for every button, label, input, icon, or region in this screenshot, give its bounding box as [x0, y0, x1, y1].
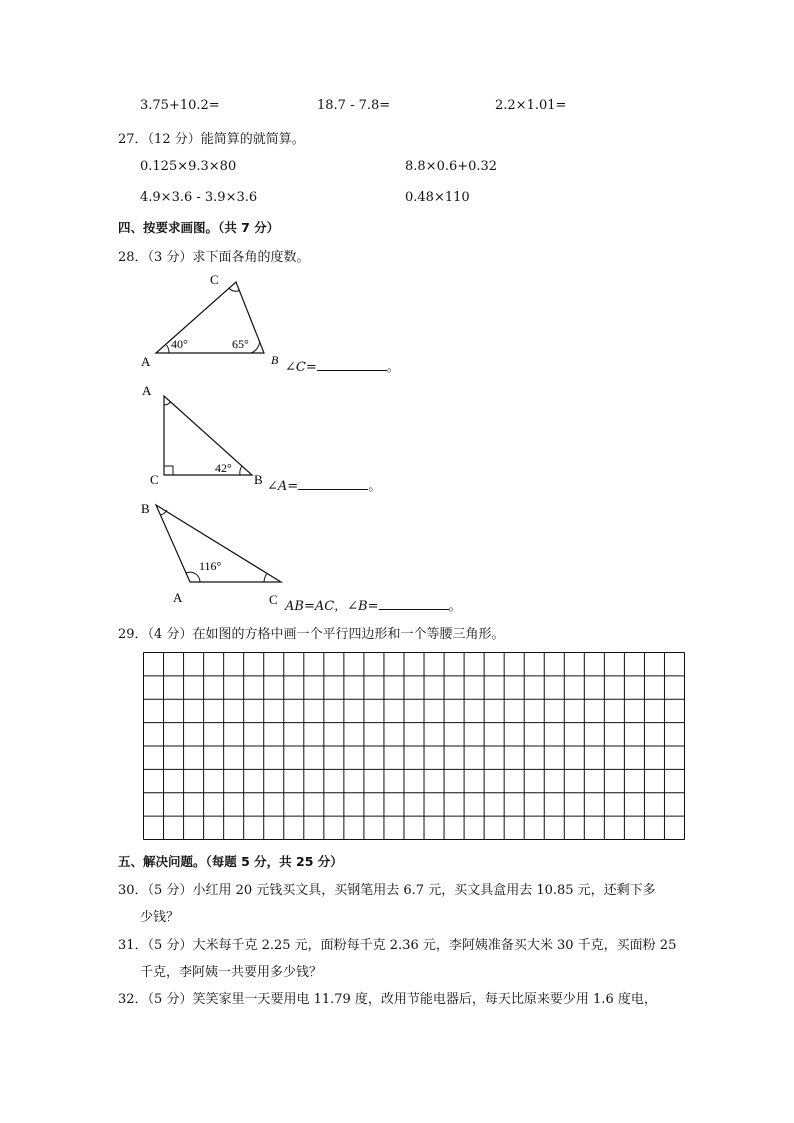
- triangle-1-angle-b: 65°: [232, 337, 249, 351]
- triangle-3-label-a: A: [173, 590, 183, 605]
- triangle-1-label-b: B: [271, 353, 279, 367]
- triangle-3-angle-a: 116°: [199, 559, 222, 573]
- triangle-2-shape: [164, 396, 252, 475]
- triangle-1-label-a: A: [141, 354, 151, 369]
- triangle-2-answer-prefix: ∠A=: [267, 479, 299, 494]
- triangle-3-answer-prefix: AB=AC，∠B=: [285, 599, 379, 614]
- q27-item-1: 0.125×9.3×80: [140, 159, 237, 174]
- expr-1: 3.75+10.2=: [140, 98, 220, 113]
- q31-line1: 31．（5 分）大米每千克 2.25 元，面粉每千克 2.36 元，李阿姨准备买大米 30 千克，买面粉 25: [118, 938, 677, 953]
- triangle-2-label-a: A: [142, 383, 152, 398]
- section5-heading: 五、解决问题。（每题 5 分，共 25 分）: [118, 854, 343, 869]
- triangle-2-answer-suffix: 。: [368, 479, 382, 494]
- expr-2: 18.7 - 7.8=: [317, 98, 391, 113]
- triangle-1-answer: [285, 356, 400, 375]
- triangle-1-answer-suffix: 。: [386, 360, 400, 375]
- section4-heading: 四、按要求画图。（共 7 分）: [118, 220, 280, 235]
- triangle-3-arc-b: [161, 510, 168, 515]
- q30-line1: 30．（5 分）小红用 20 元钱买文具，买钢笔用去 6.7 元，买文具盒用去 10.85 元，还剩下多: [118, 883, 656, 898]
- triangle-2-answer-blank[interactable]: [298, 477, 368, 490]
- q30-line2: 少钱？: [140, 910, 180, 925]
- q27-item-3: 4.9×3.6 - 3.9×3.6: [140, 190, 258, 205]
- q28-title: 28．（3 分）求下面各角的度数。: [118, 250, 310, 265]
- triangle-1-figure: [130, 268, 280, 373]
- triangle-1-answer-blank[interactable]: [317, 358, 387, 371]
- triangle-1-arc-b: [251, 341, 260, 353]
- triangle-2-arc-a: [164, 402, 171, 405]
- triangle-3-answer: [285, 595, 462, 614]
- q27-title: 27．（12 分）能简算的就简算。: [118, 132, 305, 147]
- triangle-1-label-c: C: [210, 272, 219, 287]
- q27-item-2: 8.8×0.6+0.32: [405, 159, 498, 174]
- triangle-1-arc-a: [167, 345, 170, 353]
- q29-title: 29．（4 分）在如图的方格中画一个平行四边形和一个等腰三角形。: [118, 627, 505, 642]
- triangle-2-arc-b: [240, 466, 242, 475]
- q31-line2: 千克，李阿姨一共要用多少钱？: [140, 965, 323, 980]
- triangle-2-angle-b: 42°: [215, 461, 232, 475]
- triangle-3-answer-blank[interactable]: [379, 597, 449, 610]
- triangle-2-label-c: C: [150, 472, 159, 487]
- square-grid[interactable]: [143, 652, 685, 840]
- triangle-3-arc-c: [264, 574, 267, 582]
- q32-line1: 32．（5 分）笑笑家里一天要用电 11.79 度，改用节能电器后，每天比原来要少用 1.6 度电，: [118, 992, 657, 1007]
- triangle-3-answer-suffix: 。: [448, 599, 462, 614]
- right-angle-mark: [164, 466, 173, 475]
- triangle-2-answer: [267, 475, 381, 494]
- expr-3: 2.2×1.01=: [495, 98, 567, 113]
- q27-item-4: 0.48×110: [405, 190, 470, 205]
- triangle-2-figure: [135, 378, 270, 490]
- triangle-1-angle-a: 40°: [171, 337, 188, 351]
- triangle-2-label-b: B: [254, 472, 263, 487]
- triangle-3-label-c: C: [269, 592, 278, 607]
- triangle-1-answer-prefix: ∠C=: [285, 360, 317, 375]
- triangle-3-label-b: B: [141, 501, 150, 516]
- triangle-3-figure: [135, 496, 285, 608]
